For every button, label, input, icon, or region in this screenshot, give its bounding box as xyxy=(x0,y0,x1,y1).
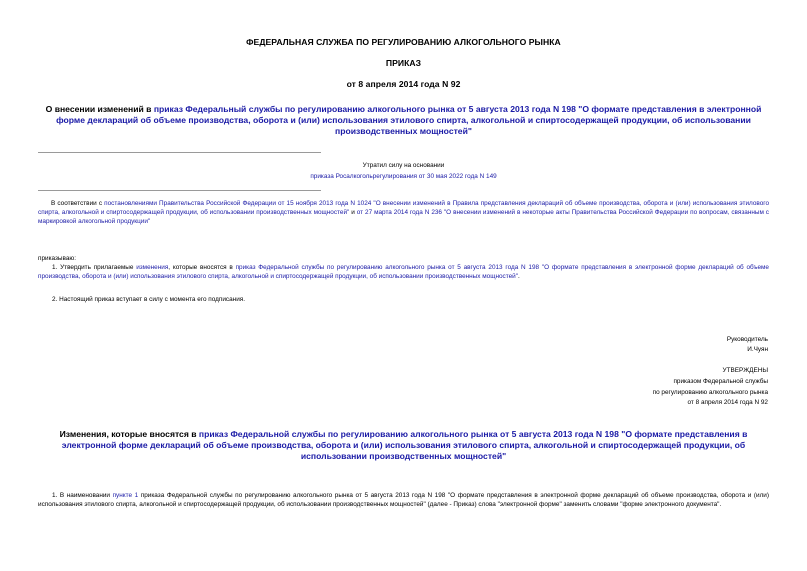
changes-title xyxy=(40,429,767,462)
invalid-note-link[interactable]: приказа Росалкогольрегулирования от 30 мая 2022 года N 149 xyxy=(310,173,497,180)
approved-line-4: от 8 апреля 2014 года N 92 xyxy=(687,399,768,406)
divider-top xyxy=(38,152,321,153)
invalid-note-line1: Утратил силу на основании xyxy=(362,162,445,169)
approved-line-1: УТВЕРЖДЕНЫ xyxy=(722,367,768,374)
order-word: приказываю: xyxy=(38,255,76,262)
preamble-text-1: В соответствии с xyxy=(51,200,105,207)
document-date-number: от 8 апреля 2014 года N 92 xyxy=(346,79,461,89)
document-title xyxy=(40,104,767,137)
changes-title-link[interactable]: приказ Федеральной службы по регулированию алкогольного рынка от 5 августа 2013 года N 198 "О формате представления в электронной форме деклараций об объеме производства, оборота и (или) использования этилового спирта, алкогольной и спиртосодержащей продукции, об использовании производственных мощностей" xyxy=(61,429,748,461)
preamble-text-2: и xyxy=(349,208,357,216)
item-1 xyxy=(38,264,769,282)
preamble-link-2[interactable]: от 27 марта 2014 года N 236 "О внесении изменений в некоторые акты Правительства Российской Федерации по вопросам, связанным с маркировкой алкогольной продукции" xyxy=(38,208,770,225)
agency-title: ФЕДЕРАЛЬНАЯ СЛУЖБА ПО РЕГУЛИРОВАНИЮ АЛКОГОЛЬНОГО РЫНКА xyxy=(246,37,561,47)
title-lead: О внесении изменений в xyxy=(45,104,154,114)
divider-bottom xyxy=(38,190,321,191)
change1-text-1: 1. В наименовании xyxy=(52,492,113,499)
changes-title-lead: Изменения, которые вносятся в xyxy=(59,429,199,439)
item-2: 2. Настоящий приказ вступает в силу с момента его подписания. xyxy=(52,296,246,303)
preamble-link-1[interactable]: постановлениями Правительства Российской Федерации от 15 ноября 2013 года N 1024 "О внесении изменений в Правила представления деклараций об объеме производства, оборота и (или) использования этилового спирта, алкогольной и спиртосодержащей продукции, об использовании производственных мощностей" xyxy=(38,200,769,216)
approved-line-3: по регулированию алкогольного рынка xyxy=(652,389,768,396)
item1-link-order[interactable]: приказ Федеральной службы по регулированию алкогольного рынка от 5 августа 2013 года N 198 "О формате представления в электронной форме деклараций об объеме производства, оборота и (или) использования этилового спирта, алкогольной и спиртосодержащей продукции, об использовании производственных мощностей" xyxy=(38,264,769,280)
signature-role: Руководитель xyxy=(726,336,768,343)
title-link[interactable]: приказ Федеральный службы по регулированию алкогольного рынка от 5 августа 2013 года N 198 "О формате представления в электронной форме деклараций об объеме производства, оборота и (или) использования этилового спирта, алкогольной и спиртосодержащей продукции, об использовании производственных мощностей" xyxy=(56,104,762,136)
item1-text-1: 1. Утвердить прилагаемые xyxy=(52,264,137,271)
change-1 xyxy=(38,492,769,510)
item1-link-changes[interactable]: изменения xyxy=(136,264,169,271)
change1-link-item[interactable]: пункте 1 xyxy=(112,492,139,499)
document-type: ПРИКАЗ xyxy=(385,58,422,68)
change1-text-2: приказа Федеральной службы по регулированию алкогольного рынка от 5 августа 2013 года N 198 "О формате представления в электронной форме деклараций об объеме производства, оборота и (или) использования этилового спирта, алкогольной и спиртосодержащей продукции, об использовании производственных мощностей" (далее - Приказ) слова "электронной форме" заменить словами "форме электронного документа". xyxy=(38,492,769,508)
item1-text-2: , которые вносятся в xyxy=(168,264,236,271)
signature-name: И.Чуян xyxy=(747,346,768,353)
item1-text-3: . xyxy=(517,272,520,280)
preamble-paragraph xyxy=(38,200,769,226)
approved-line-2: приказом Федеральной службы xyxy=(673,378,768,385)
